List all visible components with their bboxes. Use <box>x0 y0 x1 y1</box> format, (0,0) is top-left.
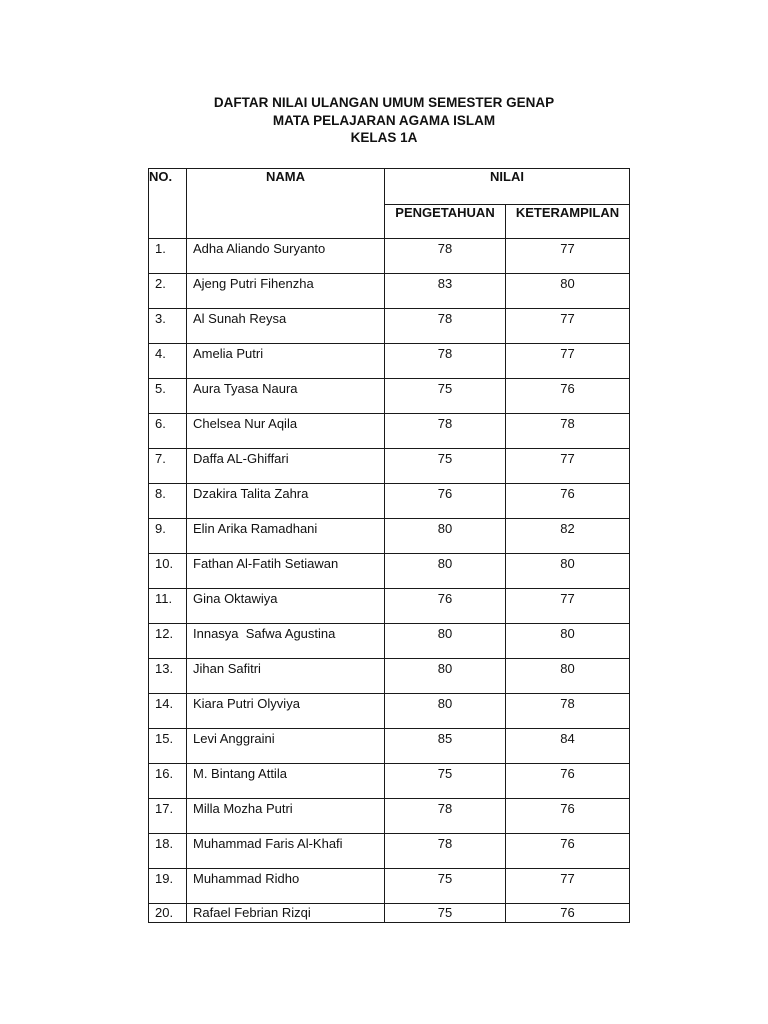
pengetahuan-score-cell: 76 <box>385 484 506 519</box>
keterampilan-score-cell: 78 <box>506 694 630 729</box>
row-number-cell: 6. <box>149 414 187 449</box>
student-name-cell: Innasya Safwa Agustina <box>187 624 385 659</box>
pengetahuan-score-cell: 75 <box>385 449 506 484</box>
row-number-cell: 12. <box>149 624 187 659</box>
header-nama: NAMA <box>187 169 385 239</box>
row-number-cell: 20. <box>149 904 187 923</box>
pengetahuan-score-cell: 80 <box>385 624 506 659</box>
row-number-cell: 7. <box>149 449 187 484</box>
table-row <box>149 344 630 379</box>
row-number-cell: 9. <box>149 519 187 554</box>
table-row <box>149 904 630 923</box>
table-row <box>149 589 630 624</box>
keterampilan-score-cell: 76 <box>506 834 630 869</box>
table-header <box>149 169 630 239</box>
keterampilan-score-cell: 80 <box>506 659 630 694</box>
student-name-cell: Rafael Febrian Rizqi <box>187 904 385 923</box>
student-name-cell: Amelia Putri <box>187 344 385 379</box>
keterampilan-score-cell: 76 <box>506 904 630 923</box>
table-row <box>149 659 630 694</box>
document-title: DAFTAR NILAI ULANGAN UMUM SEMESTER GENAP <box>213 95 555 110</box>
row-number-cell: 10. <box>149 554 187 589</box>
pengetahuan-score-cell: 78 <box>385 239 506 274</box>
document-class: KELAS 1A <box>350 130 418 145</box>
row-number-cell: 16. <box>149 764 187 799</box>
student-name-cell: Elin Arika Ramadhani <box>187 519 385 554</box>
pengetahuan-score-cell: 80 <box>385 659 506 694</box>
keterampilan-score-cell: 77 <box>506 449 630 484</box>
row-number-cell: 1. <box>149 239 187 274</box>
table-row <box>149 554 630 589</box>
pengetahuan-score-cell: 78 <box>385 309 506 344</box>
row-number-cell: 13. <box>149 659 187 694</box>
pengetahuan-score-cell: 75 <box>385 869 506 904</box>
document-subject: MATA PELAJARAN AGAMA ISLAM <box>272 112 496 128</box>
row-number-cell: 18. <box>149 834 187 869</box>
table-row <box>149 484 630 519</box>
table-row <box>149 764 630 799</box>
table-row <box>149 274 630 309</box>
pengetahuan-score-cell: 75 <box>385 904 506 923</box>
table-row <box>149 414 630 449</box>
table-body <box>149 239 630 923</box>
keterampilan-score-cell: 80 <box>506 274 630 309</box>
student-name-cell: Dzakira Talita Zahra <box>187 484 385 519</box>
row-number-cell: 3. <box>149 309 187 344</box>
row-number-cell: 5. <box>149 379 187 414</box>
keterampilan-score-cell: 78 <box>506 414 630 449</box>
row-number-cell: 19. <box>149 869 187 904</box>
header-keterampilan: KETERAMPILAN <box>506 205 630 239</box>
student-name-cell: Aura Tyasa Naura <box>187 379 385 414</box>
student-name-cell: Muhammad Ridho <box>187 869 385 904</box>
student-name-cell: Daffa AL-Ghiffari <box>187 449 385 484</box>
student-name-cell: Adha Aliando Suryanto <box>187 239 385 274</box>
table-row <box>149 624 630 659</box>
table-row <box>149 834 630 869</box>
keterampilan-score-cell: 77 <box>506 869 630 904</box>
pengetahuan-score-cell: 75 <box>385 764 506 799</box>
pengetahuan-score-cell: 83 <box>385 274 506 309</box>
row-number-cell: 17. <box>149 799 187 834</box>
keterampilan-score-cell: 76 <box>506 379 630 414</box>
student-name-cell: Chelsea Nur Aqila <box>187 414 385 449</box>
keterampilan-score-cell: 77 <box>506 239 630 274</box>
keterampilan-score-cell: 82 <box>506 519 630 554</box>
student-name-cell: Kiara Putri Olyviya <box>187 694 385 729</box>
pengetahuan-score-cell: 80 <box>385 554 506 589</box>
keterampilan-score-cell: 80 <box>506 624 630 659</box>
keterampilan-score-cell: 76 <box>506 799 630 834</box>
row-number-cell: 15. <box>149 729 187 764</box>
student-name-cell: Gina Oktawiya <box>187 589 385 624</box>
pengetahuan-score-cell: 80 <box>385 519 506 554</box>
row-number-cell: 2. <box>149 274 187 309</box>
document-title-block <box>0 94 768 147</box>
table-row <box>149 519 630 554</box>
row-number-cell: 11. <box>149 589 187 624</box>
student-name-cell: Milla Mozha Putri <box>187 799 385 834</box>
header-row <box>149 169 630 205</box>
header-pengetahuan: PENGETAHUAN <box>385 205 506 239</box>
table-row <box>149 729 630 764</box>
pengetahuan-score-cell: 85 <box>385 729 506 764</box>
grades-table <box>148 168 630 923</box>
pengetahuan-score-cell: 78 <box>385 414 506 449</box>
student-name-cell: Fathan Al-Fatih Setiawan <box>187 554 385 589</box>
row-number-cell: 8. <box>149 484 187 519</box>
table-row <box>149 869 630 904</box>
pengetahuan-score-cell: 75 <box>385 379 506 414</box>
pengetahuan-score-cell: 78 <box>385 799 506 834</box>
student-name-cell: Ajeng Putri Fihenzha <box>187 274 385 309</box>
pengetahuan-score-cell: 76 <box>385 589 506 624</box>
pengetahuan-score-cell: 78 <box>385 344 506 379</box>
header-no: NO. <box>149 169 187 239</box>
keterampilan-score-cell: 76 <box>506 484 630 519</box>
student-name-cell: Muhammad Faris Al-Khafi <box>187 834 385 869</box>
keterampilan-score-cell: 84 <box>506 729 630 764</box>
keterampilan-score-cell: 77 <box>506 309 630 344</box>
pengetahuan-score-cell: 78 <box>385 834 506 869</box>
table-row <box>149 379 630 414</box>
row-number-cell: 4. <box>149 344 187 379</box>
keterampilan-score-cell: 77 <box>506 344 630 379</box>
keterampilan-score-cell: 77 <box>506 589 630 624</box>
table-row <box>149 239 630 274</box>
table-row <box>149 799 630 834</box>
keterampilan-score-cell: 80 <box>506 554 630 589</box>
student-name-cell: M. Bintang Attila <box>187 764 385 799</box>
table-row <box>149 309 630 344</box>
keterampilan-score-cell: 76 <box>506 764 630 799</box>
header-nilai: NILAI <box>385 169 630 205</box>
table-row <box>149 694 630 729</box>
pengetahuan-score-cell: 80 <box>385 694 506 729</box>
student-name-cell: Levi Anggraini <box>187 729 385 764</box>
table-row <box>149 449 630 484</box>
row-number-cell: 14. <box>149 694 187 729</box>
student-name-cell: Al Sunah Reysa <box>187 309 385 344</box>
student-name-cell: Jihan Safitri <box>187 659 385 694</box>
